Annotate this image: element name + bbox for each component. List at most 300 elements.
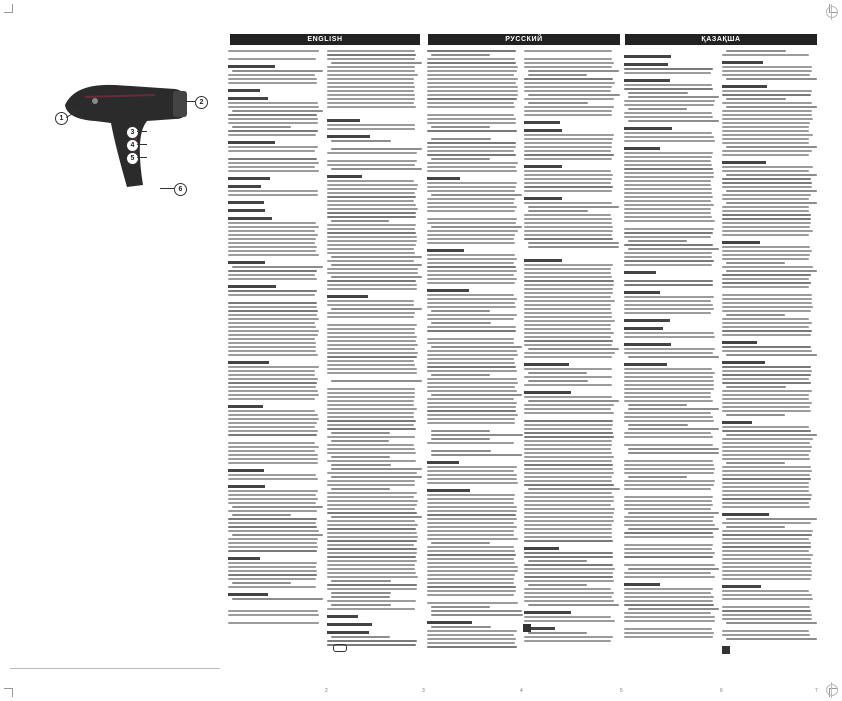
registration-mark-bottom	[826, 684, 838, 696]
text-line	[722, 546, 811, 548]
text-line	[228, 422, 317, 424]
text-line	[624, 232, 713, 234]
text-line	[524, 484, 614, 486]
text-line	[624, 576, 715, 578]
text-line	[722, 94, 811, 96]
text-line	[624, 180, 711, 182]
text-line	[228, 386, 316, 388]
text-line	[726, 462, 785, 464]
section-heading-bar	[524, 165, 562, 168]
text-line	[624, 68, 713, 70]
text-line	[427, 482, 518, 484]
text-line	[722, 330, 812, 332]
text-line	[327, 360, 414, 362]
section-heading-bar	[327, 631, 369, 634]
text-line	[624, 228, 714, 230]
text-line	[524, 214, 611, 216]
callout-1: 1	[55, 112, 68, 125]
text-line	[327, 200, 414, 202]
text-line	[722, 618, 812, 620]
kazakh-column-2	[722, 30, 842, 680]
text-line	[726, 434, 817, 436]
text-line	[722, 186, 812, 188]
text-line	[427, 218, 517, 220]
callout-leader	[185, 101, 195, 102]
text-line	[327, 536, 418, 538]
text-line	[228, 194, 318, 196]
text-line	[327, 528, 416, 530]
text-line	[327, 496, 414, 498]
text-line	[524, 472, 614, 474]
text-line	[431, 226, 522, 228]
text-line	[228, 498, 318, 500]
text-line	[327, 204, 416, 206]
text-line	[528, 560, 587, 562]
text-line	[722, 318, 809, 320]
page-number: 6	[720, 688, 723, 694]
text-line	[624, 516, 714, 518]
text-line	[327, 70, 415, 72]
text-line	[628, 108, 687, 110]
text-line	[722, 406, 810, 408]
text-line	[327, 364, 415, 366]
text-line	[431, 606, 490, 608]
text-line	[624, 564, 715, 566]
text-line	[228, 390, 318, 392]
text-line	[427, 354, 518, 356]
text-line	[524, 384, 612, 386]
text-line	[524, 230, 613, 232]
text-line	[722, 398, 809, 400]
text-line	[524, 576, 613, 578]
section-heading-bar	[722, 585, 761, 588]
text-line	[327, 396, 415, 398]
text-line	[722, 562, 812, 564]
text-line	[327, 560, 417, 562]
text-line	[624, 520, 713, 522]
text-line	[722, 322, 812, 324]
text-line	[327, 508, 415, 510]
text-line	[722, 370, 812, 372]
section-heading-bar	[228, 405, 263, 408]
text-line	[427, 190, 515, 192]
section-heading-bar	[327, 623, 372, 626]
text-line	[524, 134, 614, 136]
section-heading-bar	[624, 583, 660, 586]
text-line	[624, 616, 715, 618]
page-number: 7	[815, 688, 818, 694]
text-line	[427, 238, 514, 240]
text-line	[228, 550, 317, 552]
text-line	[524, 272, 611, 274]
text-line	[624, 480, 715, 482]
text-line	[722, 534, 812, 536]
text-line	[524, 636, 613, 638]
text-line	[524, 146, 612, 148]
text-line	[232, 514, 291, 516]
text-line	[624, 208, 711, 210]
section-heading-bar	[228, 217, 272, 220]
text-line	[228, 234, 318, 236]
text-line	[427, 266, 516, 268]
text-line	[427, 82, 516, 84]
text-line	[624, 596, 714, 598]
text-line	[327, 452, 416, 454]
text-line	[228, 82, 317, 84]
section-heading-bar	[624, 55, 671, 58]
text-line	[524, 292, 613, 294]
text-line	[427, 470, 514, 472]
text-line	[427, 530, 514, 532]
text-line	[726, 314, 785, 316]
text-line	[528, 604, 619, 606]
section-heading-bar	[228, 141, 275, 144]
text-line	[624, 160, 711, 162]
text-line	[327, 532, 417, 534]
text-line	[228, 326, 316, 328]
text-line	[722, 206, 809, 208]
text-line	[427, 150, 514, 152]
text-line	[327, 492, 417, 494]
text-line	[722, 274, 811, 276]
section-heading-bar	[228, 485, 265, 488]
text-line	[427, 390, 517, 392]
text-line	[427, 262, 514, 264]
text-line	[427, 602, 518, 604]
text-line	[427, 366, 516, 368]
text-line	[524, 320, 615, 322]
text-line	[228, 190, 318, 192]
text-line	[628, 424, 688, 426]
section-heading-bar	[228, 185, 261, 188]
text-line	[528, 70, 619, 72]
text-line	[624, 464, 714, 466]
text-line	[528, 372, 587, 374]
text-line	[624, 436, 713, 438]
section-heading-bar	[228, 261, 265, 264]
text-line	[327, 316, 414, 318]
section-heading-bar	[228, 285, 276, 288]
text-line	[427, 106, 515, 108]
section-heading-bar	[624, 271, 656, 274]
text-line	[327, 236, 417, 238]
text-line	[427, 306, 516, 308]
text-line	[327, 368, 417, 370]
text-line	[524, 316, 612, 318]
text-line	[722, 438, 813, 440]
section-heading-bar	[228, 361, 269, 364]
text-line	[524, 376, 612, 378]
text-line	[228, 290, 317, 292]
text-line	[528, 380, 588, 382]
text-line	[327, 500, 418, 502]
text-line	[327, 124, 415, 126]
text-line	[228, 134, 316, 136]
text-line	[722, 90, 812, 92]
text-line	[628, 356, 719, 358]
text-line	[722, 502, 809, 504]
text-line	[722, 402, 812, 404]
text-line	[327, 416, 414, 418]
text-line	[524, 62, 614, 64]
text-line	[327, 552, 417, 554]
text-line	[524, 178, 612, 180]
text-line	[427, 294, 514, 296]
text-line	[431, 346, 522, 348]
callout-2: 2	[195, 96, 208, 109]
text-line	[524, 396, 612, 398]
text-line	[524, 238, 613, 240]
text-line	[722, 594, 812, 596]
text-line	[722, 498, 811, 500]
text-line	[232, 534, 323, 536]
text-line	[722, 590, 809, 592]
text-line	[524, 142, 612, 144]
text-line	[327, 224, 416, 226]
text-line	[331, 432, 390, 434]
text-line	[524, 620, 615, 622]
text-line	[624, 468, 715, 470]
text-line	[427, 646, 517, 648]
text-line	[624, 444, 713, 446]
text-line	[427, 418, 515, 420]
text-line	[726, 146, 817, 148]
text-line	[331, 380, 422, 382]
text-line	[624, 136, 714, 138]
text-line	[722, 542, 811, 544]
text-line	[624, 280, 713, 282]
text-line	[524, 296, 611, 298]
text-line	[624, 332, 714, 334]
text-line	[722, 522, 811, 524]
text-line	[431, 614, 523, 616]
text-line	[624, 544, 713, 546]
section-heading-bar	[228, 593, 268, 596]
text-line	[427, 66, 518, 68]
text-line	[624, 420, 714, 422]
text-line	[327, 272, 418, 274]
text-line	[331, 516, 422, 518]
text-line	[624, 116, 713, 118]
text-line	[427, 142, 516, 144]
text-line	[722, 378, 809, 380]
text-line	[427, 94, 518, 96]
text-line	[722, 614, 812, 616]
text-line	[327, 260, 414, 262]
text-line	[528, 584, 587, 586]
text-line	[327, 356, 417, 358]
text-line	[524, 496, 614, 498]
text-line	[427, 566, 518, 568]
section-heading-bar	[427, 621, 472, 624]
text-line	[624, 312, 711, 314]
section-heading-bar	[228, 201, 264, 204]
text-line	[722, 182, 812, 184]
text-line	[427, 562, 515, 564]
text-line	[524, 186, 613, 188]
text-line	[327, 332, 415, 334]
text-line	[427, 534, 514, 536]
text-line	[524, 508, 615, 510]
text-line	[427, 586, 516, 588]
text-line	[528, 210, 588, 212]
text-line	[228, 130, 318, 132]
text-line	[427, 58, 515, 60]
text-line	[327, 58, 415, 60]
text-line	[327, 540, 417, 542]
text-line	[427, 630, 517, 632]
text-line	[327, 640, 417, 642]
text-line	[722, 254, 810, 256]
text-line	[232, 598, 323, 600]
text-line	[624, 84, 712, 86]
text-line	[524, 600, 614, 602]
text-line	[232, 110, 323, 112]
text-line	[228, 546, 318, 548]
text-line	[624, 220, 715, 222]
section-heading-bar	[624, 127, 672, 130]
text-line	[722, 578, 811, 580]
text-line	[427, 122, 516, 124]
text-line	[427, 210, 515, 212]
text-line	[624, 536, 714, 538]
text-line	[624, 524, 715, 526]
callout-leader	[137, 157, 147, 158]
text-line	[427, 78, 518, 80]
text-line	[327, 572, 416, 574]
text-line	[228, 162, 319, 164]
text-line	[624, 484, 714, 486]
text-line	[624, 600, 713, 602]
section-heading-bar	[327, 135, 370, 138]
text-line	[427, 182, 517, 184]
text-line	[524, 182, 611, 184]
section-heading-bar	[228, 97, 268, 100]
column-text-block	[624, 50, 716, 640]
text-line	[427, 634, 514, 636]
text-line	[431, 194, 522, 196]
text-line	[722, 478, 811, 480]
text-line	[228, 526, 317, 528]
text-line	[228, 490, 318, 492]
text-line	[228, 230, 315, 232]
text-line	[427, 538, 518, 540]
text-line	[624, 164, 712, 166]
text-line	[722, 126, 809, 128]
text-line	[624, 396, 711, 398]
text-line	[624, 212, 711, 214]
text-line	[427, 466, 517, 468]
section-heading-bar	[228, 89, 260, 92]
text-line	[327, 584, 417, 586]
section-heading-bar	[427, 177, 460, 180]
text-line	[427, 206, 517, 208]
text-line	[722, 166, 813, 168]
text-line	[228, 446, 319, 448]
text-line	[524, 174, 613, 176]
section-heading-bar	[524, 363, 569, 366]
text-line	[722, 634, 810, 636]
text-line	[427, 570, 518, 572]
text-line	[228, 278, 317, 280]
text-line	[427, 478, 517, 480]
text-line	[327, 252, 415, 254]
text-line	[726, 50, 786, 52]
text-line	[331, 256, 422, 258]
text-line	[722, 226, 810, 228]
text-line	[624, 300, 711, 302]
text-line	[427, 546, 514, 548]
text-line	[427, 582, 514, 584]
text-line	[524, 408, 611, 410]
text-line	[524, 82, 615, 84]
text-line	[327, 544, 414, 546]
text-line	[624, 620, 715, 622]
text-line	[722, 394, 809, 396]
text-line	[427, 494, 515, 496]
text-line	[327, 304, 414, 306]
text-line	[628, 448, 719, 450]
text-line	[431, 542, 490, 544]
text-line	[431, 310, 490, 312]
text-line	[524, 552, 613, 554]
text-line	[327, 404, 414, 406]
text-line	[722, 218, 811, 220]
text-line	[624, 188, 712, 190]
text-line	[722, 494, 812, 496]
text-line	[722, 490, 809, 492]
text-line	[524, 640, 611, 642]
text-line	[327, 348, 415, 350]
section-heading-bar	[524, 391, 571, 394]
text-line	[327, 300, 414, 302]
text-line	[427, 230, 518, 232]
text-line	[524, 202, 612, 204]
text-line	[327, 152, 417, 154]
text-line	[722, 302, 812, 304]
text-line	[524, 444, 612, 446]
text-line	[327, 556, 416, 558]
text-line	[327, 74, 418, 76]
text-line	[232, 70, 323, 72]
text-line	[726, 518, 817, 520]
text-line	[628, 428, 719, 430]
text-line	[228, 382, 317, 384]
text-line	[726, 262, 785, 264]
text-line	[228, 494, 316, 496]
text-line	[726, 98, 786, 100]
section-heading-bar	[624, 147, 660, 150]
text-line	[524, 592, 614, 594]
text-line	[327, 568, 415, 570]
text-line	[722, 122, 810, 124]
text-line	[624, 176, 714, 178]
text-line	[232, 126, 291, 128]
text-line	[624, 472, 714, 474]
callout-leader	[137, 144, 147, 145]
text-line	[228, 150, 315, 152]
text-line	[624, 380, 714, 382]
text-line	[524, 158, 612, 160]
text-line	[327, 160, 417, 162]
text-line	[722, 570, 812, 572]
text-line	[624, 412, 711, 414]
text-line	[722, 598, 813, 600]
text-line	[327, 208, 418, 210]
text-line	[624, 552, 715, 554]
text-line	[427, 422, 515, 424]
text-line	[524, 264, 613, 266]
